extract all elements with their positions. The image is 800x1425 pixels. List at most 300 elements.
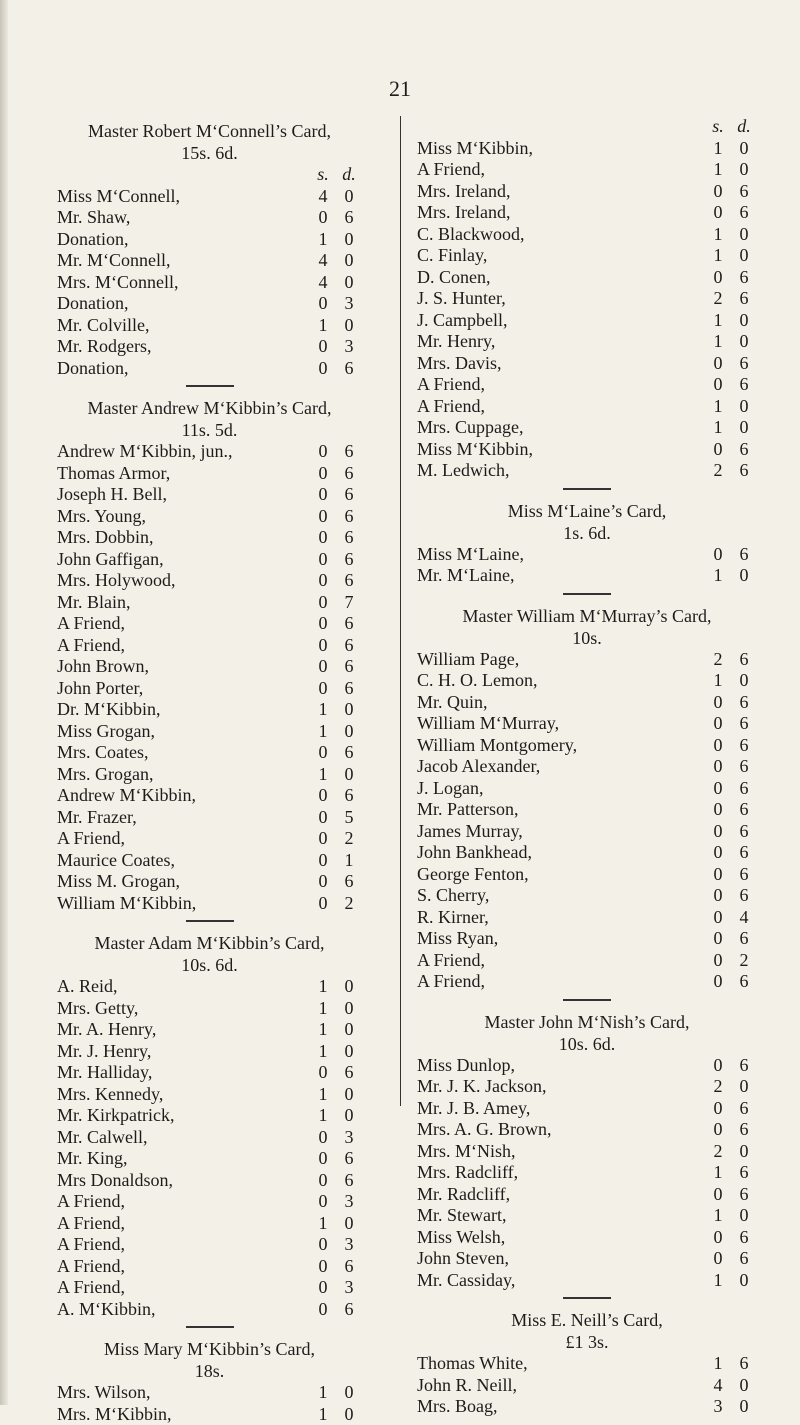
- subscriber-row: [417, 1205, 757, 1227]
- shillings-value: 1: [310, 1019, 336, 1041]
- shillings-value: 1: [705, 1162, 731, 1184]
- page-binding-edge: [0, 0, 8, 1405]
- card-block: [417, 593, 757, 993]
- subscriber-name: Mrs. Ireland,: [417, 202, 705, 224]
- shillings-value: 0: [310, 1062, 336, 1084]
- subscriber-row: [57, 207, 362, 229]
- subscriber-row: [57, 1213, 362, 1235]
- subscriber-row: [57, 807, 362, 829]
- subscriber-name: Mr. A. Henry,: [57, 1019, 310, 1041]
- shillings-value: 2: [705, 649, 731, 671]
- shillings-value: 4: [705, 1375, 731, 1397]
- subscriber-row: [57, 186, 362, 208]
- pence-value: 6: [731, 1162, 757, 1184]
- subscriber-name: Mr. J. B. Amey,: [417, 1098, 705, 1120]
- card-title: [417, 1309, 757, 1353]
- subscriber-name: John Bankhead,: [417, 842, 705, 864]
- pence-value: 6: [731, 1227, 757, 1249]
- card-total: £1 3s.: [417, 1331, 757, 1353]
- subscriber-row: [57, 871, 362, 893]
- subscriber-name: Miss Welsh,: [417, 1227, 705, 1249]
- subscriber-row: [57, 1127, 362, 1149]
- subscriber-row: [417, 1162, 757, 1184]
- shillings-value: 0: [705, 821, 731, 843]
- shillings-value: 0: [705, 864, 731, 886]
- shillings-value: 0: [310, 336, 336, 358]
- subscriber-row: [57, 441, 362, 463]
- subscriber-name: A Friend,: [417, 159, 705, 181]
- subscriber-name: Miss M‘Kibbin,: [417, 138, 705, 160]
- subscriber-name: George Fenton,: [417, 864, 705, 886]
- subscriber-row: [417, 1184, 757, 1206]
- shillings-value: 0: [310, 358, 336, 380]
- subscriber-row: [417, 1055, 757, 1077]
- pence-value: 6: [731, 288, 757, 310]
- subscriber-name: William Montgomery,: [417, 735, 705, 757]
- pence-value: 6: [731, 842, 757, 864]
- subscriber-row: [417, 417, 757, 439]
- subscriber-name: C. Finlay,: [417, 245, 705, 267]
- subscriber-row: [57, 1404, 362, 1425]
- subscriber-name: Miss M‘Laine,: [417, 544, 705, 566]
- shillings-value: 0: [705, 799, 731, 821]
- shillings-value: 0: [310, 613, 336, 635]
- shillings-value: 1: [705, 331, 731, 353]
- pence-value: 6: [336, 742, 362, 764]
- subscriber-name: John Steven,: [417, 1248, 705, 1270]
- subscriber-name: John Brown,: [57, 656, 310, 678]
- pence-value: 0: [336, 976, 362, 998]
- shillings-header: s.: [310, 164, 336, 186]
- subscriber-name: Mrs. Grogan,: [57, 764, 310, 786]
- subscriber-row: [417, 1248, 757, 1270]
- subscriber-name: M. Ledwich,: [417, 460, 705, 482]
- subscriber-name: Miss M‘Connell,: [57, 186, 310, 208]
- card-block: [417, 488, 757, 587]
- subscriber-name: Thomas White,: [417, 1353, 705, 1375]
- subscriber-name: Donation,: [57, 358, 310, 380]
- subscriber-name: A. Reid,: [57, 976, 310, 998]
- subscriber-name: Mr. Patterson,: [417, 799, 705, 821]
- subscriber-row: [57, 250, 362, 272]
- subscriber-name: John Porter,: [57, 678, 310, 700]
- pence-value: 6: [336, 1062, 362, 1084]
- subscriber-row: [417, 224, 757, 246]
- card-title-text: Master William M‘Murray’s Card,: [463, 606, 712, 626]
- subscriber-name: Mrs. Dobbin,: [57, 527, 310, 549]
- subscriber-name: Mr. Radcliff,: [417, 1184, 705, 1206]
- shillings-value: 1: [705, 565, 731, 587]
- subscriber-name: S. Cherry,: [417, 885, 705, 907]
- shillings-value: 1: [705, 670, 731, 692]
- subscriber-row: [417, 1141, 757, 1163]
- subscriber-name: Joseph H. Bell,: [57, 484, 310, 506]
- pence-value: 3: [336, 293, 362, 315]
- subscriber-row: [417, 396, 757, 418]
- subscriber-row: [57, 293, 362, 315]
- subscriber-row: [57, 463, 362, 485]
- pence-value: 0: [731, 159, 757, 181]
- card-block: [57, 1326, 362, 1425]
- shillings-value: 0: [310, 1170, 336, 1192]
- shillings-value: 0: [705, 842, 731, 864]
- pence-value: 0: [731, 417, 757, 439]
- subscriber-row: [57, 764, 362, 786]
- shillings-value: 0: [310, 549, 336, 571]
- subscriber-row: [417, 950, 757, 972]
- card-block: [417, 1297, 757, 1418]
- pence-value: 3: [336, 1127, 362, 1149]
- subscriber-row: [57, 592, 362, 614]
- section-divider: [563, 1297, 611, 1299]
- subscriber-row: [417, 159, 757, 181]
- subscriber-row: [57, 1382, 362, 1404]
- pence-value: 0: [336, 1382, 362, 1404]
- pence-value: 0: [336, 186, 362, 208]
- shillings-value: 0: [705, 1184, 731, 1206]
- pence-value: 6: [336, 570, 362, 592]
- subscriber-name: Dr. M‘Kibbin,: [57, 699, 310, 721]
- subscriber-row: [57, 1191, 362, 1213]
- subscriber-row: [57, 1062, 362, 1084]
- shillings-value: 1: [310, 1382, 336, 1404]
- pence-value: 0: [336, 229, 362, 251]
- subscriber-row: [417, 713, 757, 735]
- subscriber-row: [417, 1076, 757, 1098]
- pence-value: 6: [336, 871, 362, 893]
- pence-value: 6: [731, 885, 757, 907]
- pence-value: 6: [731, 864, 757, 886]
- subscriber-name: Mr. Halliday,: [57, 1062, 310, 1084]
- subscriber-name: Andrew M‘Kibbin,: [57, 785, 310, 807]
- pence-value: 3: [336, 336, 362, 358]
- subscriber-name: Mrs. M‘Connell,: [57, 272, 310, 294]
- subscriber-name: A Friend,: [57, 635, 310, 657]
- card-title: [57, 397, 362, 441]
- pence-value: 0: [731, 565, 757, 587]
- shillings-value: 0: [310, 742, 336, 764]
- pence-value: 4: [731, 907, 757, 929]
- subscriber-name: Mr. Frazer,: [57, 807, 310, 829]
- subscriber-row: [417, 735, 757, 757]
- shillings-value: 2: [705, 460, 731, 482]
- subscriber-name: Mr. Rodgers,: [57, 336, 310, 358]
- pence-value: 2: [731, 950, 757, 972]
- subscriber-name: William M‘Kibbin,: [57, 893, 310, 915]
- shillings-value: 1: [310, 1041, 336, 1063]
- subscriber-row: [57, 785, 362, 807]
- subscriber-row: [57, 1019, 362, 1041]
- subscriber-row: [57, 976, 362, 998]
- pence-value: 0: [336, 699, 362, 721]
- pence-value: 0: [336, 998, 362, 1020]
- shillings-value: 0: [705, 374, 731, 396]
- subscriber-name: Mr. Blain,: [57, 592, 310, 614]
- subscriber-row: [417, 821, 757, 843]
- shillings-value: 0: [310, 635, 336, 657]
- subscriber-name: D. Conen,: [417, 267, 705, 289]
- subscriber-name: C. H. O. Lemon,: [417, 670, 705, 692]
- subscriber-name: A Friend,: [57, 1277, 310, 1299]
- subscriber-name: Jacob Alexander,: [417, 756, 705, 778]
- subscriber-row: [57, 1234, 362, 1256]
- subscriber-row: [417, 1353, 757, 1375]
- shillings-value: 1: [705, 245, 731, 267]
- pence-value: 0: [336, 272, 362, 294]
- subscriber-name: William Page,: [417, 649, 705, 671]
- shillings-value: 0: [310, 1234, 336, 1256]
- subscriber-row: [57, 1084, 362, 1106]
- pence-value: 6: [731, 353, 757, 375]
- shillings-value: 0: [310, 293, 336, 315]
- shillings-value: 0: [705, 544, 731, 566]
- pence-value: 6: [336, 1299, 362, 1321]
- card-block: [417, 116, 757, 482]
- shillings-value: 3: [705, 1396, 731, 1418]
- pence-value: 3: [336, 1191, 362, 1213]
- pence-value: 6: [336, 484, 362, 506]
- shillings-value: 1: [705, 159, 731, 181]
- card-total: 10s. 6d.: [57, 954, 362, 976]
- subscriber-name: A Friend,: [417, 950, 705, 972]
- pence-value: 0: [731, 1375, 757, 1397]
- shillings-value: 1: [310, 721, 336, 743]
- shillings-value: 1: [310, 699, 336, 721]
- shillings-value: 0: [705, 1227, 731, 1249]
- pence-value: 5: [336, 807, 362, 829]
- shillings-value: 0: [310, 678, 336, 700]
- card-total: 11s. 5d.: [57, 419, 362, 441]
- subscriber-row: [417, 864, 757, 886]
- pence-value: 0: [731, 1396, 757, 1418]
- section-divider: [186, 385, 234, 387]
- subscriber-name: Mrs Donaldson,: [57, 1170, 310, 1192]
- shillings-value: 0: [705, 1098, 731, 1120]
- subscriber-row: [57, 678, 362, 700]
- subscriber-row: [417, 756, 757, 778]
- subscriber-name: Mr. Stewart,: [417, 1205, 705, 1227]
- subscriber-row: [417, 1396, 757, 1418]
- subscriber-name: Mrs. Coates,: [57, 742, 310, 764]
- shillings-value: 0: [310, 1256, 336, 1278]
- pence-value: 6: [336, 527, 362, 549]
- subscriber-name: Mr. J. K. Jackson,: [417, 1076, 705, 1098]
- subscriber-name: Mr. Henry,: [417, 331, 705, 353]
- shillings-value: 0: [310, 207, 336, 229]
- pence-value: 6: [336, 1148, 362, 1170]
- pence-value: 0: [731, 310, 757, 332]
- subscriber-name: Mrs. Holywood,: [57, 570, 310, 592]
- subscriber-row: [417, 331, 757, 353]
- shillings-value: 2: [705, 288, 731, 310]
- shillings-value: 0: [705, 353, 731, 375]
- subscriber-row: [417, 799, 757, 821]
- subscriber-name: Donation,: [57, 293, 310, 315]
- pence-value: 0: [731, 1076, 757, 1098]
- subscriber-name: Mrs. M‘Kibbin,: [57, 1404, 310, 1425]
- shillings-value: 0: [310, 1277, 336, 1299]
- pence-value: 6: [731, 1184, 757, 1206]
- subscriber-name: Miss M. Grogan,: [57, 871, 310, 893]
- shillings-value: 0: [705, 692, 731, 714]
- pence-value: 7: [336, 592, 362, 614]
- column-header: [417, 116, 757, 138]
- subscriber-row: [417, 1375, 757, 1397]
- shillings-value: 0: [310, 893, 336, 915]
- shillings-value: 1: [705, 417, 731, 439]
- shillings-value: 0: [310, 1148, 336, 1170]
- subscriber-row: [417, 842, 757, 864]
- pence-value: 0: [336, 1105, 362, 1127]
- subscriber-row: [417, 288, 757, 310]
- subscriber-row: [417, 1270, 757, 1292]
- subscriber-name: Miss M‘Kibbin,: [417, 439, 705, 461]
- shillings-value: 1: [705, 396, 731, 418]
- pence-value: 0: [336, 250, 362, 272]
- subscriber-name: Mrs. Wilson,: [57, 1382, 310, 1404]
- subscriber-row: [417, 544, 757, 566]
- shillings-value: 2: [705, 1076, 731, 1098]
- subscriber-row: [57, 570, 362, 592]
- subscriber-row: [417, 670, 757, 692]
- subscriber-name: A Friend,: [57, 1213, 310, 1235]
- subscriber-name: Mrs. Boag,: [417, 1396, 705, 1418]
- subscriber-name: Mrs. Radcliff,: [417, 1162, 705, 1184]
- subscriber-row: [57, 229, 362, 251]
- pence-value: 0: [731, 670, 757, 692]
- subscriber-row: [417, 971, 757, 993]
- pence-value: 6: [336, 613, 362, 635]
- pence-value: 6: [336, 678, 362, 700]
- shillings-value: 1: [705, 1353, 731, 1375]
- shillings-value: 0: [705, 1055, 731, 1077]
- card-total: 18s.: [57, 1360, 362, 1382]
- shillings-value: 0: [310, 785, 336, 807]
- subscriber-row: [417, 1119, 757, 1141]
- shillings-header: s.: [705, 116, 731, 138]
- subscriber-name: Mr. M‘Connell,: [57, 250, 310, 272]
- shillings-value: 0: [310, 850, 336, 872]
- subscriber-row: [417, 565, 757, 587]
- shillings-value: 0: [310, 592, 336, 614]
- shillings-value: 4: [310, 272, 336, 294]
- subscriber-name: Mrs. Young,: [57, 506, 310, 528]
- pence-value: 6: [336, 785, 362, 807]
- pence-header: d.: [336, 164, 362, 186]
- subscriber-name: Maurice Coates,: [57, 850, 310, 872]
- shillings-value: 0: [310, 441, 336, 463]
- subscriber-row: [417, 460, 757, 482]
- shillings-value: 0: [705, 907, 731, 929]
- header-spacer: [57, 164, 310, 186]
- shillings-value: 0: [705, 202, 731, 224]
- pence-value: 6: [731, 181, 757, 203]
- shillings-value: 4: [310, 186, 336, 208]
- pence-value: 6: [731, 799, 757, 821]
- shillings-value: 0: [705, 1248, 731, 1270]
- subscriber-row: [57, 549, 362, 571]
- subscriber-row: [57, 828, 362, 850]
- subscriber-row: [57, 1299, 362, 1321]
- pence-value: 6: [731, 460, 757, 482]
- subscriber-name: A Friend,: [417, 396, 705, 418]
- card-total: 15s. 6d.: [57, 142, 362, 164]
- card-title: [417, 1011, 757, 1055]
- shillings-value: 0: [705, 267, 731, 289]
- shillings-value: 0: [705, 735, 731, 757]
- shillings-value: 1: [310, 1404, 336, 1425]
- shillings-value: 0: [705, 950, 731, 972]
- subscriber-name: A Friend,: [57, 1256, 310, 1278]
- subscriber-name: Mrs. Cuppage,: [417, 417, 705, 439]
- shillings-value: 1: [310, 315, 336, 337]
- right-column: [400, 116, 757, 1106]
- card-block: [57, 120, 362, 379]
- card-title: [57, 932, 362, 976]
- left-column: [57, 120, 362, 1425]
- pence-value: 0: [336, 1084, 362, 1106]
- subscriber-row: [417, 885, 757, 907]
- pence-value: 0: [731, 331, 757, 353]
- subscriber-row: [57, 1105, 362, 1127]
- header-spacer: [417, 116, 705, 138]
- shillings-value: 1: [705, 310, 731, 332]
- pence-value: 0: [731, 224, 757, 246]
- pence-value: 2: [336, 828, 362, 850]
- subscriber-name: A Friend,: [417, 971, 705, 993]
- subscriber-name: Mrs. Getty,: [57, 998, 310, 1020]
- shillings-value: 1: [310, 764, 336, 786]
- subscriber-name: J. S. Hunter,: [417, 288, 705, 310]
- subscriber-row: [417, 778, 757, 800]
- pence-value: 6: [731, 971, 757, 993]
- subscriber-name: J. Logan,: [417, 778, 705, 800]
- subscriber-row: [57, 635, 362, 657]
- pence-value: 6: [336, 1256, 362, 1278]
- subscriber-name: Mr. Quin,: [417, 692, 705, 714]
- subscriber-row: [417, 907, 757, 929]
- card-block: [57, 385, 362, 914]
- shillings-value: 1: [705, 138, 731, 160]
- pence-value: 6: [731, 713, 757, 735]
- subscriber-row: [417, 692, 757, 714]
- shillings-value: 0: [705, 971, 731, 993]
- section-divider: [186, 1326, 234, 1328]
- subscriber-name: Miss Dunlop,: [417, 1055, 705, 1077]
- page-number: 21: [0, 76, 800, 102]
- shillings-value: 0: [310, 1191, 336, 1213]
- pence-value: 6: [731, 735, 757, 757]
- pence-value: 6: [731, 821, 757, 843]
- pence-value: 0: [731, 1205, 757, 1227]
- card-total: 10s.: [417, 627, 757, 649]
- shillings-value: 0: [705, 1119, 731, 1141]
- subscriber-name: Miss Ryan,: [417, 928, 705, 950]
- subscriber-row: [417, 1227, 757, 1249]
- pence-value: 6: [731, 649, 757, 671]
- card-total: 10s. 6d.: [417, 1033, 757, 1055]
- pence-value: 6: [731, 778, 757, 800]
- card-title: [417, 500, 757, 544]
- column-header: [57, 164, 362, 186]
- subscriber-row: [57, 742, 362, 764]
- pence-value: 0: [336, 721, 362, 743]
- pence-value: 6: [731, 928, 757, 950]
- pence-value: 6: [731, 1055, 757, 1077]
- subscriber-row: [417, 202, 757, 224]
- card-block: [57, 920, 362, 1320]
- subscriber-name: A. M‘Kibbin,: [57, 1299, 310, 1321]
